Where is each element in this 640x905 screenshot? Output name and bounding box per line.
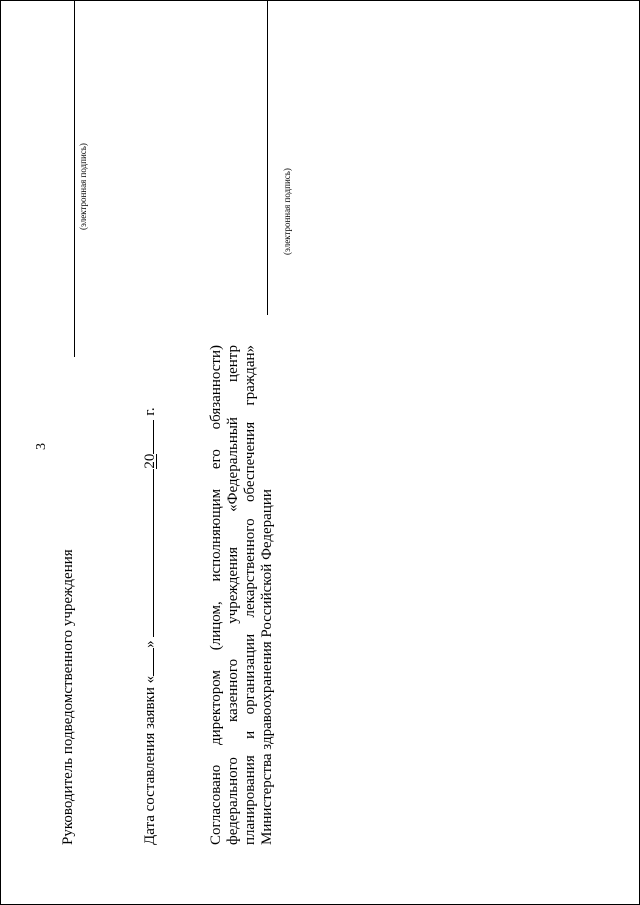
agreement-signature-line <box>267 0 268 315</box>
application-date-line <box>139 407 159 845</box>
agreement-line-3: планирования и организации лекарственного обеспечения граждан» <box>242 345 258 845</box>
head-of-institution-label: Руководитель подведомственного учреждения <box>60 549 76 845</box>
year-blank <box>139 420 154 454</box>
head-signature-line <box>74 0 75 357</box>
year-prefix: 20 <box>142 453 158 469</box>
agreement-line-4: Министерства здравоохранения Российской Федерации <box>259 489 275 845</box>
head-signature-caption: (электронная подпись) <box>78 143 88 230</box>
year-suffix: г. <box>142 407 158 416</box>
agreement-signature-caption: (электронная подпись) <box>282 168 292 255</box>
date-close-quote: » <box>142 640 158 648</box>
date-label: Дата составления заявки « <box>142 675 158 845</box>
agreement-block <box>208 345 276 845</box>
agreement-line-2: федерального казенного учреждения «Федеральный центр <box>225 345 241 845</box>
agreement-line-1: Согласовано директором (лицом, исполняющим его обязанности) <box>208 345 224 845</box>
month-blank <box>139 469 154 637</box>
page-number: 3 <box>34 443 49 450</box>
day-blank <box>139 648 154 676</box>
